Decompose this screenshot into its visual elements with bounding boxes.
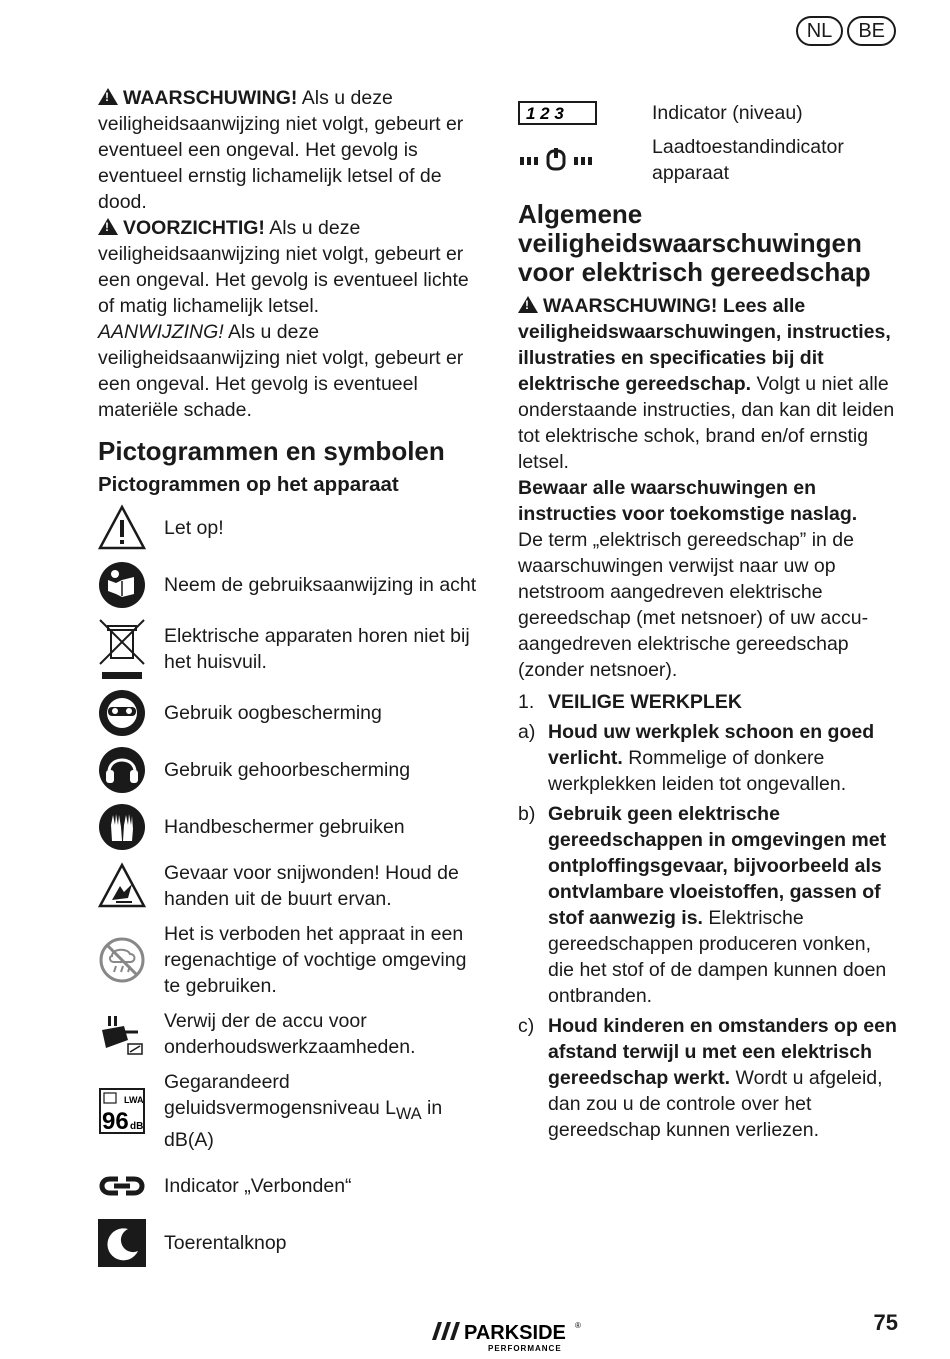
speed-knob-icon [98, 1219, 146, 1267]
note-paragraph: AANWIJZING! Als u deze veiligheidsaanwijzing niet volgt, gebeurt er een ongeval. Het gevolg is eventueel materiële schade. [98, 321, 464, 421]
picto-heading: Pictogrammen en symbolen [98, 436, 445, 466]
picto-row: Het is verboden het appraat in een regenachtige of vochtige omgeving te gebruiken. [98, 921, 483, 999]
read-manual-icon [98, 561, 146, 609]
gloves-icon [98, 803, 146, 851]
list-item: c) Houd kinderen en omstanders op een afstand terwijl u met een elektrisch gereedschap werkt. Wordt u afgeleid, dan zou u de controle over het gereedschap kunnen verliezen. [518, 1015, 897, 1141]
brand-logo [430, 1318, 590, 1359]
warning-paragraph: !WAARSCHUWING! Als u deze veiligheidsaanwijzing niet volgt, gebeurt er eventueel een ongeval. Het gevolg is eventueel ernstig lichamelijk letsel of de dood. [98, 85, 483, 215]
connected-link-icon [98, 1162, 146, 1210]
general-warning: !WAARSCHUWING! Lees alle veiligheidswaarschuwingen, instructies, illustraties en specificaties bij dit elektrische gereedschap. Volgt u niet alle onderstaande instructies, dan kan dit leiden tot elektrische schok, brand en/of ernstig letsel. [518, 293, 898, 475]
charge-indicator-icon [518, 147, 598, 173]
warning-triangle-icon [98, 504, 146, 552]
picto-row: Let op! [98, 504, 483, 552]
cut-hazard-icon [98, 862, 146, 910]
left-column [98, 85, 483, 1276]
sound-level-small: LWA [124, 1094, 144, 1105]
lang-be: BE [847, 16, 896, 46]
warning-icon [98, 88, 118, 105]
level-indicator-icon [518, 100, 598, 126]
picto-row: Gebruik gehoorbescherming [98, 746, 483, 794]
picto-row: LWA 96 dB Gegarandeerd geluidsvermogensniveau $L_{WA}$ in dB(A) [98, 1069, 483, 1153]
warning-icon [518, 296, 538, 313]
no-rain-icon [98, 936, 146, 984]
caution-icon [98, 218, 118, 235]
sound-level-icon [98, 1087, 146, 1135]
brand-name: PARKSIDE [464, 1322, 566, 1344]
parkside-logo [430, 1318, 590, 1354]
level-indicator-glyph: 1 2 3 [526, 104, 564, 123]
keep-instructions: Bewaar alle waarschuwingen en instructies voor toekomstige naslag. [518, 477, 858, 525]
picto-row: Handbeschermer gebruiken [98, 803, 483, 851]
list-item: b) Gebruik geen elektrische gereedschappen in omgevingen met ontploffingsgevaar, bijvoorbeeld als ontvlambare vloeistoffen, gassen of stof aanwezig is. Elektrische gereedschappen produceren vonken, die het stof of de dampen kunnen doen ontbranden. [518, 803, 887, 1007]
crossed-bin-icon [98, 618, 146, 680]
language-badges [796, 16, 896, 46]
page-number: 75 [873, 1310, 898, 1335]
picto-row: Neem de gebruiksaanwijzing in acht [98, 561, 483, 609]
picto-row: Indicator „Verbonden“ [98, 1162, 483, 1210]
indicator-row: Laadtoestandindicator apparaat [518, 134, 898, 186]
right-column [518, 100, 898, 1143]
lang-nl: NL [796, 16, 844, 46]
brand-reg: ® [575, 1321, 581, 1330]
picto-row: Verwij der de accu voor onderhoudswerkzaamheden. [98, 1008, 483, 1060]
sound-level-unit: dB [130, 1120, 144, 1132]
ear-protection-icon [98, 746, 146, 794]
picto-row: Gebruik oogbescherming [98, 689, 483, 737]
sound-level-badge: 96 [102, 1107, 129, 1135]
term-paragraph: De term „elektrisch gereedschap” in de waarschuwingen verwijst naar uw op netstroom aangedreven elektrische gereedschap (met netsnoer) of uw accu-aangedreven elektrische gereedschap (zonder netsnoer). [518, 529, 869, 681]
picto-row: Gevaar voor snijwonden! Houd de handen uit de buurt ervan. [98, 860, 483, 912]
eye-protection-icon [98, 689, 146, 737]
picto-row: Toerentalknop [98, 1219, 483, 1267]
indicator-row: 1 2 3 Indicator (niveau) [518, 100, 898, 126]
general-heading: Algemene veiligheidswaarschuwingen voor elektrisch gereedschap [518, 199, 871, 287]
picto-row: Elektrische apparaten horen niet bij het huisvuil. [98, 618, 483, 680]
remove-battery-icon [98, 1010, 146, 1058]
picto-subheading: Pictogrammen op het apparaat [98, 473, 399, 496]
caution-paragraph: !VOORZICHTIG! Als u deze veiligheidsaanwijzing niet volgt, gebeurt er een ongeval. Het gevolg is eventueel lichte of matig lichamelijk letsel. [98, 215, 483, 319]
brand-sub: PERFORMANCE [488, 1344, 562, 1353]
section-heading: 1. VEILIGE WERKPLEK [518, 691, 742, 713]
list-item: a) Houd uw werkplek schoon en goed verlicht. Rommelige of donkere werkplekken leiden tot ongevallen. [518, 721, 875, 795]
